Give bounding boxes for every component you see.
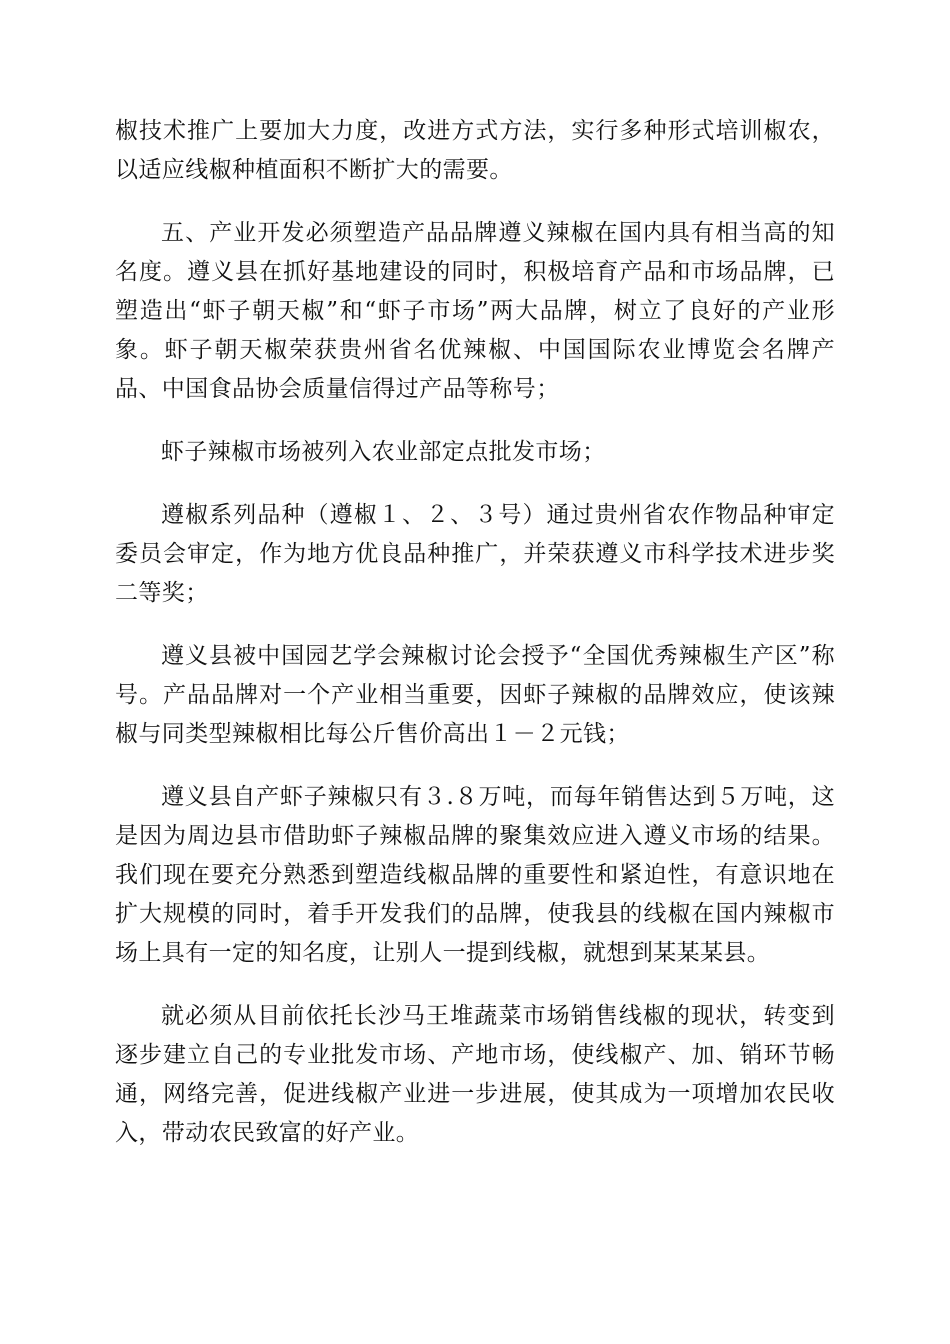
paragraph-production-area: 遵义县被中国园艺学会辣椒讨论会授予“全国优秀辣椒生产区”称号。产品品牌对一个产业相当重要，因虾子辣椒的品牌效应，使该辣椒与同类型辣椒相比每公斤售价高出１－２元钱； (115, 643, 835, 747)
paragraph-continuation: 椒技术推广上要加大力度，改进方式方法，实行多种形式培训椒农，以适应线椒种植面积不断扩大的需要。 (115, 118, 835, 183)
paragraph-market-listing: 虾子辣椒市场被列入农业部定点批发市场； (161, 439, 606, 465)
document-body (115, 112, 835, 1177)
paragraph-market-building: 就必须从目前依托长沙马王堆蔬菜市场销售线椒的现状，转变到逐步建立自己的专业批发市场、产地市场，使线椒产、加、销环节畅通，网络完善，促进线椒产业进一步进展，使其成为一项增加农民收入，带动农民致富的好产业。 (115, 1003, 835, 1146)
paragraph-sales-volume: 遵义县自产虾子辣椒只有３.８万吨，而每年销售达到５万吨，这是因为周边县市借助虾子辣椒品牌的聚集效应进入遵义市场的结果。我们现在要充分熟悉到塑造线椒品牌的重要性和紧迫性，有意识地在扩大规模的同时，着手开发我们的品牌，使我县的线椒在国内辣椒市场上具有一定的知名度，让别人一提到线椒，就想到某某某县。 (115, 784, 835, 966)
paragraph-variety-award: 遵椒系列品种（遵椒１、２、３号）通过贵州省农作物品种审定委员会审定，作为地方优良品种推广，并荣获遵义市科学技术进步奖二等奖； (115, 502, 835, 606)
paragraph-brand-building: 五、产业开发必须塑造产品品牌遵义辣椒在国内具有相当高的知名度。遵义县在抓好基地建设的同时，积极培育产品和市场品牌，已塑造出“虾子朝天椒”和“虾子市场”两大品牌，树立了良好的产业形象。虾子朝天椒荣获贵州省名优辣椒、中国国际农业博览会名牌产品、中国食品协会质量信得过产品等称号； (115, 220, 835, 402)
